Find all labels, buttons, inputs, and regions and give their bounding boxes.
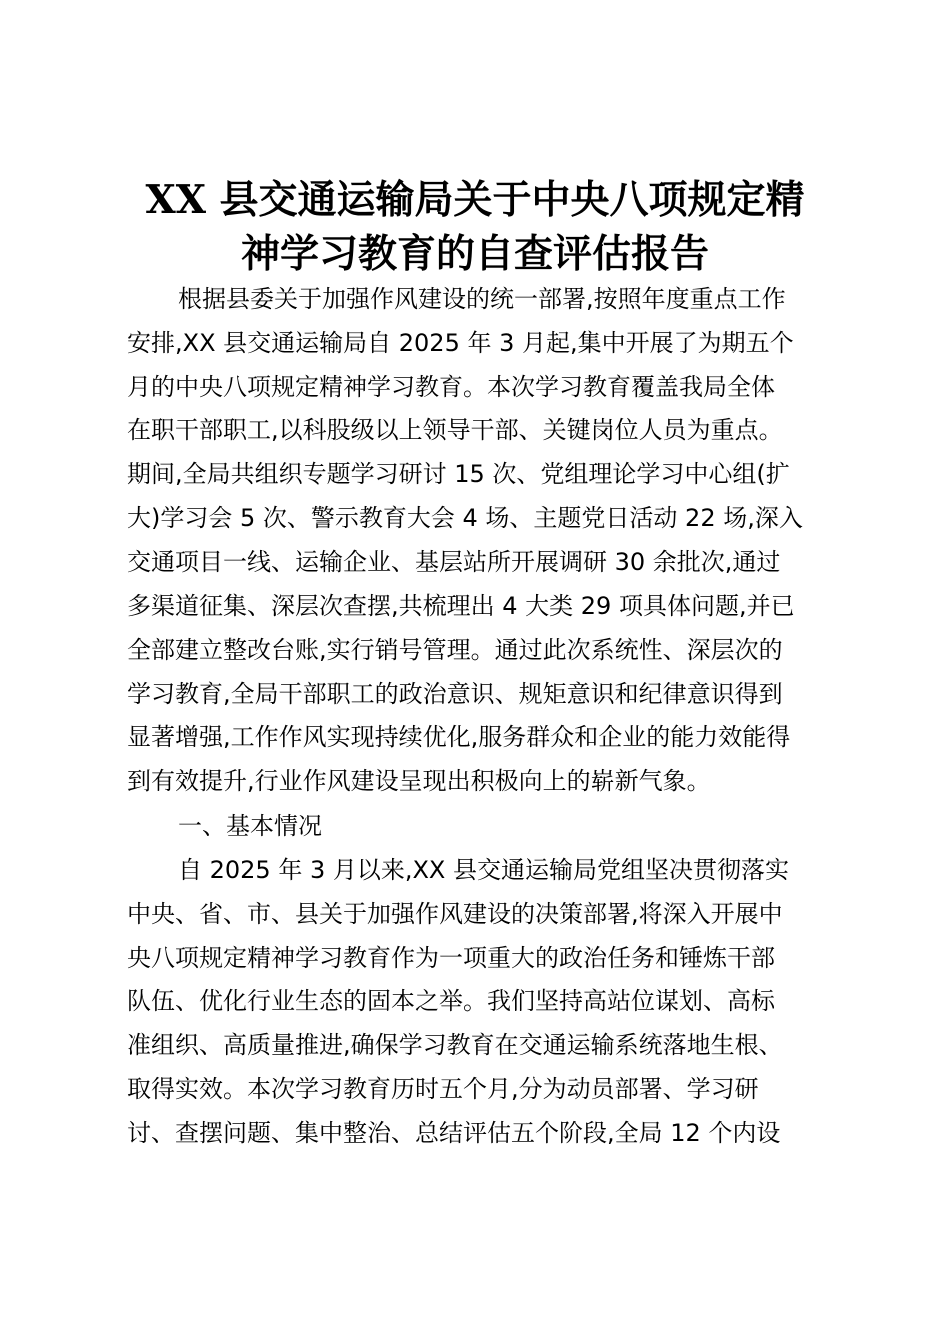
section-heading-basic-situation: 一、基本情况: [178, 812, 322, 840]
paragraph-line: 在职干部职工,以科股级以上领导干部、关键岗位人员为重点。: [127, 416, 783, 444]
paragraph-line: 安排,XX 县交通运输局自 2025 年 3 月起,集中开展了为期五个: [127, 329, 794, 357]
paragraph-line: 到有效提升,行业作风建设呈现出积极向上的崭新气象。: [127, 767, 711, 795]
paragraph-line: 中央、省、市、县关于加强作风建设的决策部署,将深入开展中: [127, 900, 783, 928]
paragraph-line: 央八项规定精神学习教育作为一项重大的政治任务和锤炼干部: [127, 944, 775, 972]
paragraph-line: 多渠道征集、深层次查摆,共梳理出 4 大类 29 项具体问题,并已: [127, 592, 795, 620]
paragraph-line: 学习教育,全局干部职工的政治意识、规矩意识和纪律意识得到: [127, 680, 783, 708]
paragraph-line: 队伍、优化行业生态的固本之举。我们坚持高站位谋划、高标: [127, 987, 775, 1015]
report-title-line-1: XX 县交通运输局关于中央八项规定精: [145, 177, 805, 223]
paragraph-line: 月的中央八项规定精神学习教育。本次学习教育覆盖我局全体: [127, 373, 775, 401]
report-title-line-2: 神学习教育的自查评估报告: [240, 231, 709, 277]
paragraph-line: 根据县委关于加强作风建设的统一部署,按照年度重点工作: [178, 285, 786, 313]
paragraph-line: 讨、查摆问题、集中整治、总结评估五个阶段,全局 12 个内设: [127, 1119, 781, 1147]
paragraph-line: 交通项目一线、运输企业、基层站所开展调研 30 余批次,通过: [127, 548, 781, 576]
paragraph-line: 准组织、高质量推进,确保学习教育在交通运输系统落地生根、: [127, 1031, 783, 1059]
paragraph-line: 全部建立整改台账,实行销号管理。通过此次系统性、深层次的: [127, 636, 783, 664]
paragraph-line: 期间,全局共组织专题学习研讨 15 次、党组理论学习中心组(扩: [127, 460, 790, 488]
paragraph-line: 自 2025 年 3 月以来,XX 县交通运输局党组坚决贯彻落实: [178, 856, 790, 884]
paragraph-line: 取得实效。本次学习教育历时五个月,分为动员部署、学习研: [127, 1075, 759, 1103]
paragraph-line: 显著增强,工作作风实现持续优化,服务群众和企业的能力效能得: [127, 723, 791, 751]
paragraph-line: 大)学习会 5 次、警示教育大会 4 场、主题党日活动 22 场,深入: [127, 504, 803, 532]
